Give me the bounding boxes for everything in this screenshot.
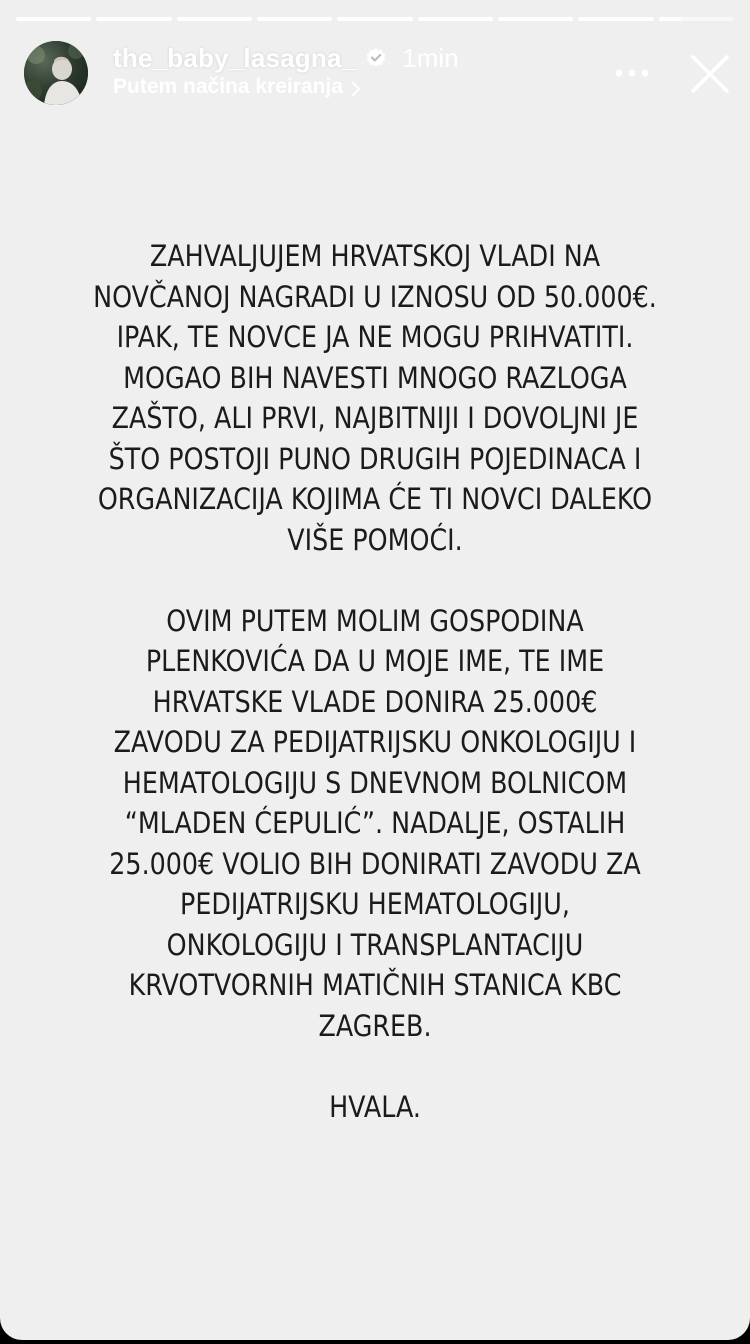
story-line: HVALA. (329, 1089, 421, 1124)
close-button[interactable] (688, 52, 732, 96)
more-options-button[interactable] (610, 61, 654, 85)
story-line: HEMATOLOGIJU S DNEVNOM BOLNICOM (122, 765, 628, 800)
story-line: NOVČANOJ NAGRADI U IZNOSU OD 50.000€. (93, 279, 657, 314)
story-paragraph-2 (78, 601, 671, 1047)
username-row (113, 43, 459, 73)
creation-method-link[interactable] (113, 75, 361, 99)
progress-segment (177, 17, 252, 21)
story-paragraph-3 (78, 1087, 671, 1128)
progress-segment (257, 17, 332, 21)
story-line: PEDIJATRIJSKU HEMATOLOGIJU, (180, 887, 570, 921)
progress-segment (337, 17, 412, 21)
story-line: IPAK, TE NOVCE JA NE MOGU PRIHVATITI. (116, 320, 634, 354)
username[interactable]: the_baby_lasagna_ (113, 42, 357, 73)
story-paragraph-1 (78, 236, 671, 560)
story-line: OVIM PUTEM MOLIM GOSPODINA (166, 603, 584, 638)
story-line: HRVATSKE VLADE DONIRA 25.000€ (152, 684, 598, 719)
close-icon (690, 54, 730, 94)
more-horizontal-icon (615, 69, 649, 77)
story-header (24, 41, 734, 105)
story-line: “MLADEN ĆEPULIĆ”. NADALJE, OSTALIH (124, 806, 626, 840)
verified-badge-icon (365, 47, 387, 69)
progress-segment-fill (257, 17, 332, 21)
progress-segment-fill (418, 17, 493, 21)
story-line: 25.000€ VOLIO BIH DONIRATI ZAVODU ZA (109, 846, 641, 881)
progress-segment (659, 17, 734, 21)
story-line: ZAGREB. (318, 1008, 432, 1043)
progress-segment-fill (96, 17, 171, 21)
progress-segment (418, 17, 493, 21)
story-line: VIŠE POMOĆI. (287, 522, 463, 557)
story-line: ORGANIZACIJA KOJIMA ĆE TI NOVCI DALEKO (97, 482, 653, 516)
paragraph-spacer (78, 1046, 671, 1087)
paragraph-spacer (78, 560, 671, 601)
creation-method-label: Putem načina kreiranja (113, 75, 343, 98)
post-time: 1min (402, 42, 459, 73)
progress-segment-fill (337, 17, 412, 21)
story-line: ZAŠTO, ALI PRVI, NAJBITNIJI I DOVOLJNI JE (111, 401, 639, 435)
bottom-edge (0, 1340, 750, 1344)
story-text (78, 236, 671, 1127)
chevron-right-icon (351, 79, 361, 95)
progress-segment-fill (16, 17, 91, 21)
story-line: KRVOTVORNIH MATIČNIH STANICA KBC (128, 968, 622, 1002)
story-line: ZAHVALJUJEM HRVATSKOJ VLADI NA (149, 239, 601, 273)
story-progress-bar (16, 17, 734, 22)
progress-segment-fill (177, 17, 252, 21)
progress-segment (578, 17, 653, 21)
progress-segment-fill (498, 17, 573, 21)
story-line: MOGAO BIH NAVESTI MNOGO RAZLOGA (123, 360, 627, 395)
story-line: ONKOLOGIJU I TRANSPLANTACIJU (166, 927, 584, 962)
progress-segment (96, 17, 171, 21)
story-line: PLENKOVIĆA DA U MOJE IME, TE IME (145, 644, 605, 678)
progress-segment (16, 17, 91, 21)
story-line: ŠTO POSTOJI PUNO DRUGIH POJEDINACA I (108, 441, 642, 476)
story-line: ZAVODU ZA PEDIJATRIJSKU ONKOLOGIJU I (113, 725, 637, 759)
avatar-photo (24, 41, 88, 105)
progress-segment (498, 17, 573, 21)
progress-segment-fill (659, 17, 682, 21)
progress-segment-fill (578, 17, 653, 21)
avatar[interactable] (24, 41, 88, 105)
